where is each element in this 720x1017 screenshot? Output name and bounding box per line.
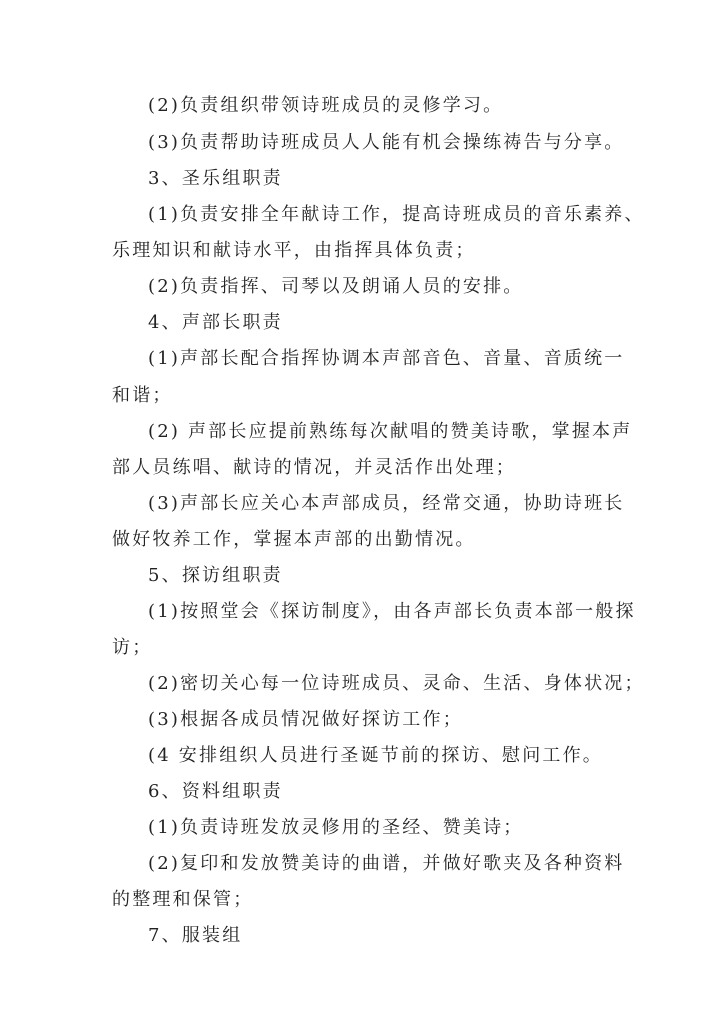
section-heading: 3、圣乐组职责 xyxy=(148,168,283,189)
list-item: (1)按照堂会《探访制度》，由各声部长负责本部一般探 xyxy=(148,601,636,622)
section-heading: 5、探访组职责 xyxy=(148,565,283,586)
list-item: (4 安排组织人员进行圣诞节前的探访、慰问工作。 xyxy=(148,745,603,766)
list-item: (2)复印和发放赞美诗的曲谱，并做好歌夹及各种资料 xyxy=(148,853,625,874)
list-item: (1)负责诗班发放灵修用的圣经、赞美诗； xyxy=(148,817,524,838)
section-heading: 7、服装组 xyxy=(148,925,243,946)
list-item: (2)负责指挥、司琴以及朗诵人员的安排。 xyxy=(148,276,524,297)
continuation-line: 做好牧养工作，掌握本声部的出勤情况。 xyxy=(112,529,476,550)
continuation-line: 访； xyxy=(112,637,153,658)
continuation-line: 的整理和保管； xyxy=(112,889,254,910)
list-item: (2)负责组织带领诗班成员的灵修学习。 xyxy=(148,95,504,116)
continuation-line: 和谐； xyxy=(112,385,173,406)
list-item: (2)密切关心每一位诗班成员、灵命、生活、身体状况； xyxy=(148,673,645,694)
list-item: (2) 声部长应提前熟练每次献唱的赞美诗歌，掌握本声 xyxy=(148,421,633,442)
list-item: (3)负责帮助诗班成员人人能有机会操练祷告与分享。 xyxy=(148,132,625,153)
list-item: (1)负责安排全年献诗工作，提高诗班成员的音乐素养、 xyxy=(148,204,645,225)
list-item: (3)根据各成员情况做好探访工作； xyxy=(148,709,463,730)
section-heading: 4、声部长职责 xyxy=(148,312,283,333)
continuation-line: 部人员练唱、献诗的情况，并灵活作出处理； xyxy=(112,457,516,478)
section-heading: 6、资料组职责 xyxy=(148,781,283,802)
list-item: (1)声部长配合指挥协调本声部音色、音量、音质统一 xyxy=(148,348,625,369)
list-item: (3)声部长应关心本声部成员，经常交通，协助诗班长 xyxy=(148,493,625,514)
continuation-line: 乐理知识和献诗水平，由指挥具体负责； xyxy=(112,240,476,261)
